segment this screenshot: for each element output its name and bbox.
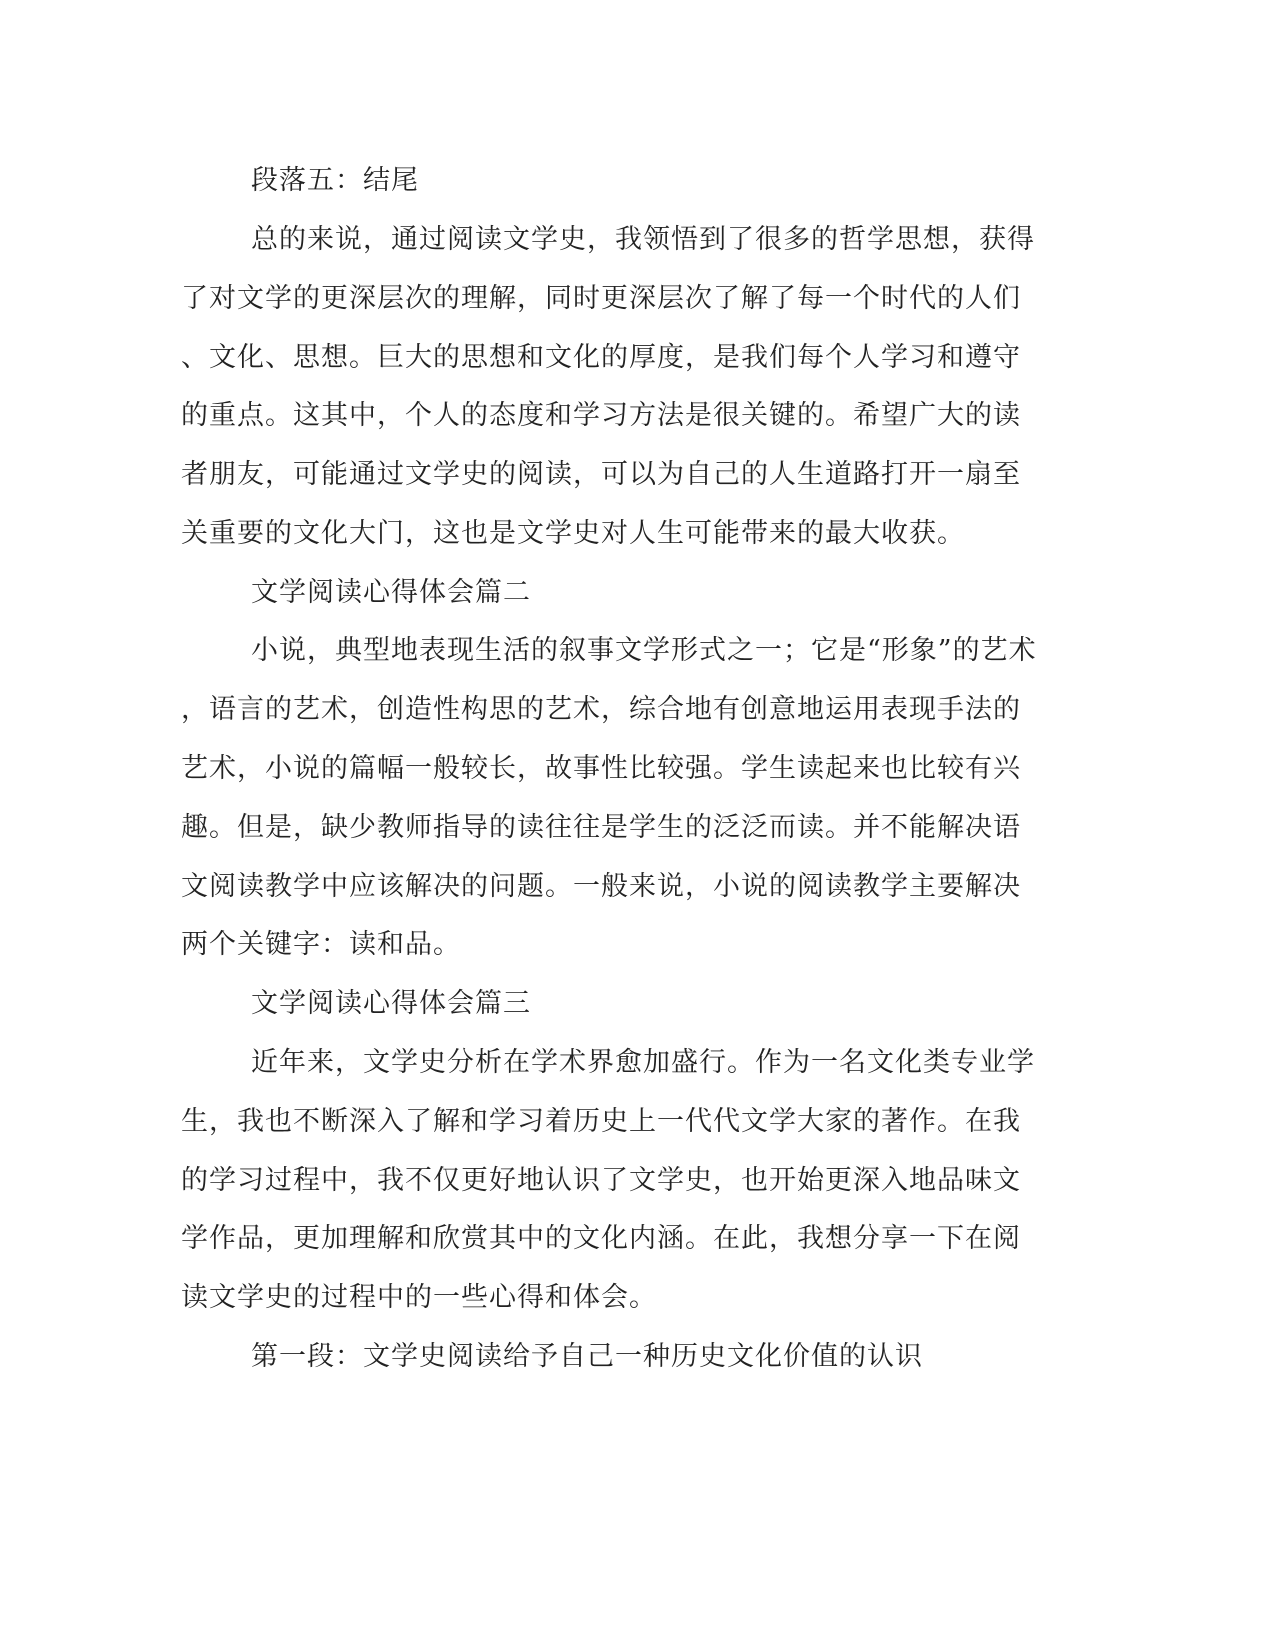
paragraph-line: 趣。但是，缺少教师指导的读往往是学生的泛泛而读。并不能解决语 xyxy=(181,812,1021,843)
paragraph-line: 近年来，文学史分析在学术界愈加盛行。作为一名文化类专业学 xyxy=(251,1047,1035,1078)
paragraph-line: 了对文学的更深层次的理解，同时更深层次了解了每一个时代的人们 xyxy=(181,283,1021,314)
paragraph-line: 读文学史的过程中的一些心得和体会。 xyxy=(181,1282,657,1313)
paragraph-line: 的学习过程中，我不仅更好地认识了文学史，也开始更深入地品味文 xyxy=(181,1165,1021,1196)
paragraph-line: 生，我也不断深入了解和学习着历史上一代代文学大家的著作。在我 xyxy=(181,1106,1021,1137)
paragraph-line: ，语言的艺术，创造性构思的艺术，综合地有创意地运用表现手法的 xyxy=(181,694,1021,725)
section-heading: 段落五：结尾 xyxy=(251,165,419,196)
paragraph-line: 者朋友，可能通过文学史的阅读，可以为自己的人生道路打开一扇至 xyxy=(181,459,1021,490)
paragraph-line: 学作品，更加理解和欣赏其中的文化内涵。在此，我想分享一下在阅 xyxy=(181,1223,1021,1254)
paragraph-line: 艺术，小说的篇幅一般较长，故事性比较强。学生读起来也比较有兴 xyxy=(181,753,1021,784)
paragraph-line: 的重点。这其中，个人的态度和学习方法是很关键的。希望广大的读 xyxy=(181,400,1021,431)
paragraph-line: 文阅读教学中应该解决的问题。一般来说，小说的阅读教学主要解决 xyxy=(181,871,1021,902)
paragraph-line: 小说，典型地表现生活的叙事文学形式之一；它是“形象”的艺术 xyxy=(251,635,1037,666)
paragraph-line: 总的来说，通过阅读文学史，我领悟到了很多的哲学思想，获得 xyxy=(251,224,1035,255)
paragraph-line: 两个关键字：读和品。 xyxy=(181,929,461,960)
section-heading: 第一段：文学史阅读给予自己一种历史文化价值的认识 xyxy=(251,1341,923,1372)
section-heading: 文学阅读心得体会篇三 xyxy=(251,988,531,1019)
section-heading: 文学阅读心得体会篇二 xyxy=(251,577,531,608)
paragraph-line: 关重要的文化大门，这也是文学史对人生可能带来的最大收获。 xyxy=(181,518,965,549)
paragraph-line: 、文化、思想。巨大的思想和文化的厚度，是我们每个人学习和遵守 xyxy=(181,342,1021,373)
